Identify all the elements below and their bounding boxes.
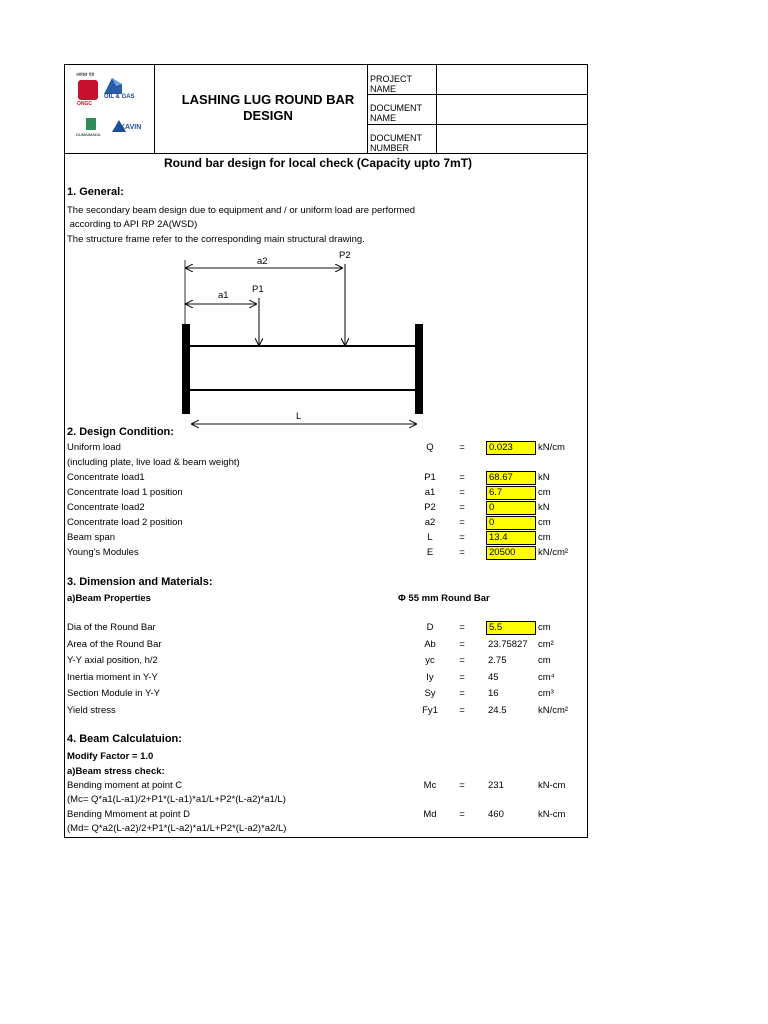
row-symbol: P2 [424,502,436,513]
row-unit: kN [538,502,550,513]
row-symbol: Q [426,442,434,453]
row-symbol: Fy1 [422,704,438,716]
mc-formula: (Mc= Q*a1(L-a1)/2+P1*(L-a1)*a1/L+P2*(L-a2)*a1/L) [67,794,286,805]
document-number-label-line1: DOCUMENT [370,133,422,143]
row-equals: = [459,671,465,683]
row-equals: = [459,688,465,699]
header-row-line-1 [367,94,588,95]
general-line-1: The secondary beam design due to equipment and / or uniform load are performed [67,205,416,216]
row-value: 45 [488,671,499,683]
value-input-cell[interactable]: 6.7 [486,486,536,500]
logo-divider [154,64,155,154]
diagram-label-l: L [296,411,302,422]
row-unit: kN/cm² [538,547,569,558]
company-logos [74,72,150,142]
row-label: Y-Y axial position, h/2 [67,655,158,666]
value-input-cell[interactable]: 13.4 [486,531,536,545]
row-equals: = [459,442,465,453]
mc-value: 231 [488,780,504,791]
header-bottom-line [64,153,588,154]
row-equals: = [459,547,465,558]
row-symbol: a2 [424,517,436,528]
section-general-heading: 1. General: [67,186,124,198]
row-unit: cm [538,622,551,633]
kavin-logo-text: KAVIN [120,124,142,131]
section-dimension-heading: 3. Dimension and Materials: [67,576,213,588]
row-unit: cm [538,655,551,666]
dumai-logo-icon [86,118,96,130]
row-label: Inertia moment in Y-Y [67,671,158,683]
row-equals: = [459,487,465,498]
row-label: Concentrate load 1 position [67,487,183,498]
row-unit: kN/cm² [538,704,569,716]
value-input-cell[interactable]: 0.023 [486,441,536,455]
row-symbol: Ab [424,638,436,650]
md-label: Bending Mmoment at point D [67,809,191,820]
row-equals: = [459,655,465,666]
document-name-label [370,103,422,123]
diagram-label-p2: P2 [339,250,351,261]
value-input-cell[interactable]: 68.67 [486,471,536,485]
mc-unit: kN-cm [538,780,566,791]
mc-equals: = [459,780,465,791]
project-name-label-line2: NAME [370,84,397,94]
row-label: Area of the Round Bar [67,638,162,650]
row-equals: = [459,704,465,716]
dumai-logo-text: DUMAIMADA [76,132,101,137]
row-label: Yield stress [67,704,116,716]
row-equals: = [459,517,465,528]
row-unit: kN [538,472,550,483]
section-design-condition-heading: 2. Design Condition: [67,426,174,438]
building-logo-icon [102,76,124,96]
section-beam-calc-heading: 4. Beam Calculatuion: [67,733,182,745]
beam-diagram [170,248,440,430]
row-unit: cm [538,517,551,528]
project-name-label [370,74,412,94]
row-unit: cm [538,532,551,543]
document-name-label-line1: DOCUMENT [370,103,422,113]
value-input-cell[interactable]: 0 [486,501,536,515]
beam-properties-subheading: a)Beam Properties [67,593,151,604]
row-unit: cm² [538,638,554,650]
project-name-label-line1: PROJECT [370,74,413,84]
row-symbol: L [427,532,433,543]
row-label: Beam span [67,532,116,543]
row-value: 23.75827 [488,638,528,650]
row-equals: = [459,532,465,543]
document-number-label-line2: NUMBER [370,143,410,153]
md-formula: (Md= Q*a2(L-a2)/2+P1*(L-a2)*a1/L+P2*(L-a2)*a2/L) [67,823,287,834]
row-unit: cm³ [538,688,554,699]
md-value: 460 [488,809,504,820]
header-row-line-2 [367,124,588,125]
row-label: Uniform load [67,442,121,453]
mc-symbol: Mc [423,780,437,791]
row-unit: kN/cm [538,442,565,453]
value-input-cell[interactable]: 20500 [486,546,536,560]
ongc-caption: आयल एंड [76,72,95,78]
value-input-cell[interactable]: 0 [486,516,536,530]
mc-label: Bending moment at point C [67,780,183,791]
value-input-cell[interactable]: 5.5 [486,621,536,635]
row-unit: cm [538,487,551,498]
row-label: Concentrate load 2 position [67,517,183,528]
row-label: Concentrate load2 [67,502,145,513]
general-line-3: The structure frame refer to the corresponding main structural drawing. [67,234,365,245]
oil-gas-logo-text: OIL & GAS [104,94,135,100]
document-number-label [370,133,422,153]
row-symbol: yc [425,655,435,666]
page-subtitle: Round bar design for local check (Capacity upto 7mT) [164,156,473,170]
label-divider [436,64,437,154]
row-label: (including plate, live load & beam weight) [67,457,240,468]
modify-factor: Modify Factor = 1.0 [67,751,154,762]
row-label: Concentrate load1 [67,472,145,483]
row-value: 24.5 [488,704,507,716]
document-name-label-line2: NAME [370,113,397,123]
row-value: 16 [488,688,499,699]
row-symbol: P1 [424,472,436,483]
ongc-logo-icon [78,80,98,100]
row-symbol: a1 [424,487,436,498]
row-unit: cm⁴ [538,671,555,683]
row-equals: = [459,622,465,633]
row-symbol: E [426,547,434,558]
row-label: Young's Modules [67,547,139,558]
title-line-2: DESIGN [243,108,293,123]
diagram-label-a2: a2 [257,256,268,267]
md-symbol: Md [423,809,437,820]
general-line-2: according to API RP 2A(WSD) [67,219,198,230]
md-equals: = [459,809,465,820]
row-symbol: D [426,622,434,633]
row-symbol: Iy [426,671,434,683]
round-bar-label: Φ 55 mm Round Bar [398,593,490,604]
row-value: 2.75 [488,655,507,666]
row-equals: = [459,638,465,650]
row-label: Dia of the Round Bar [67,622,156,633]
title-line-1: LASHING LUG ROUND BAR [181,92,355,107]
diagram-label-a1: a1 [218,290,229,301]
diagram-label-p1: P1 [252,284,264,295]
row-label: Section Module in Y-Y [67,688,160,699]
document-title [168,92,368,124]
row-symbol: Sy [424,688,436,699]
row-equals: = [459,472,465,483]
row-equals: = [459,502,465,513]
ongc-logo-text: ONGC [77,101,92,107]
beam-stress-check-subheading: a)Beam stress check: [67,766,165,777]
md-unit: kN-cm [538,809,566,820]
